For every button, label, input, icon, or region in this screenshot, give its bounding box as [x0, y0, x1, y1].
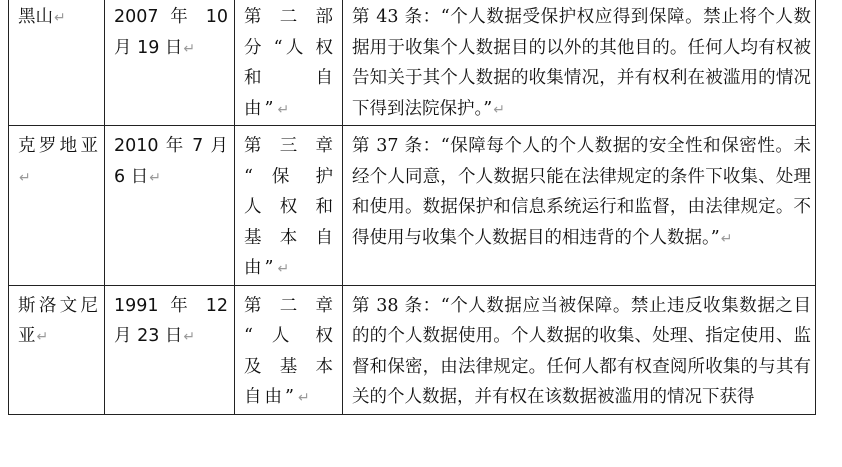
adoption-date: 2010 年 7 月 6 日	[114, 136, 228, 187]
country-cell	[9, 285, 105, 414]
paragraph-mark-icon: ↵	[149, 169, 161, 186]
section-cell	[235, 0, 343, 126]
table-row-croatia	[9, 126, 816, 286]
date-cell	[105, 0, 235, 126]
country-name: 黑山	[18, 7, 53, 27]
constitution-table	[8, 0, 816, 415]
paragraph-mark-icon: ↵	[277, 101, 293, 118]
adoption-date: 2007 年 10 月 19 日	[114, 7, 228, 58]
adoption-date: 1991 年 12 月 23 日	[114, 295, 228, 346]
country-cell	[9, 126, 105, 286]
paragraph-mark-icon: ↵	[297, 390, 313, 406]
country-name: 克罗地亚	[18, 136, 98, 156]
paragraph-mark-icon: ↵	[19, 169, 31, 186]
country-name: 斯洛文尼亚	[18, 295, 98, 346]
date-cell	[105, 285, 235, 414]
article-text: 第 37 条：“保障每个人的个人数据的安全性和保密性。未经个人同意，个人数据只能在法律规定的条件下收集、处理和使用。数据保护和信息系统运行和监督，由法律规定。不得使用与收集个人数据目的相违背的个人数据。”	[352, 136, 811, 248]
article-cell	[343, 0, 816, 126]
table-row-slovenia	[9, 285, 816, 414]
article-text: 第 43 条：“个人数据受保护权应得到保障。禁止将个人数据用于收集个人数据目的以外的其他目的。任何人均有权被告知关于其个人数据的收集情况，并有权利在被滥用的情况下得到法院保护。”	[352, 7, 811, 119]
section-title: 第 二 部 分 “人 权 和 自 由”	[244, 7, 336, 119]
paragraph-mark-icon: ↵	[54, 10, 66, 26]
country-cell	[9, 0, 105, 126]
section-cell	[235, 285, 343, 414]
section-title: 第 三 章 “ 保 护 人 权 和 基 本 自 由”	[244, 136, 336, 278]
table-row-montenegro	[9, 0, 816, 126]
section-title: 第 二 章 “ 人 权 及 基 本 自由”	[244, 295, 336, 407]
paragraph-mark-icon: ↵	[493, 101, 505, 118]
date-cell	[105, 126, 235, 286]
paragraph-mark-icon: ↵	[36, 329, 49, 345]
article-cell	[343, 285, 816, 414]
article-text: 第 38 条：“个人数据应当被保障。禁止违反收集数据之目的的个人数据使用。个人数据的收集、处理、指定使用、监督和保密，由法律规定。任何人都有权查阅所收集的与其有关的个人数据，并有权在该数据被滥用的情况下获得	[352, 295, 811, 407]
paragraph-mark-icon: ↵	[720, 230, 733, 247]
article-cell	[343, 126, 816, 286]
paragraph-mark-icon: ↵	[183, 329, 196, 345]
section-cell	[235, 126, 343, 286]
paragraph-mark-icon: ↵	[277, 261, 293, 277]
paragraph-mark-icon: ↵	[183, 40, 196, 57]
